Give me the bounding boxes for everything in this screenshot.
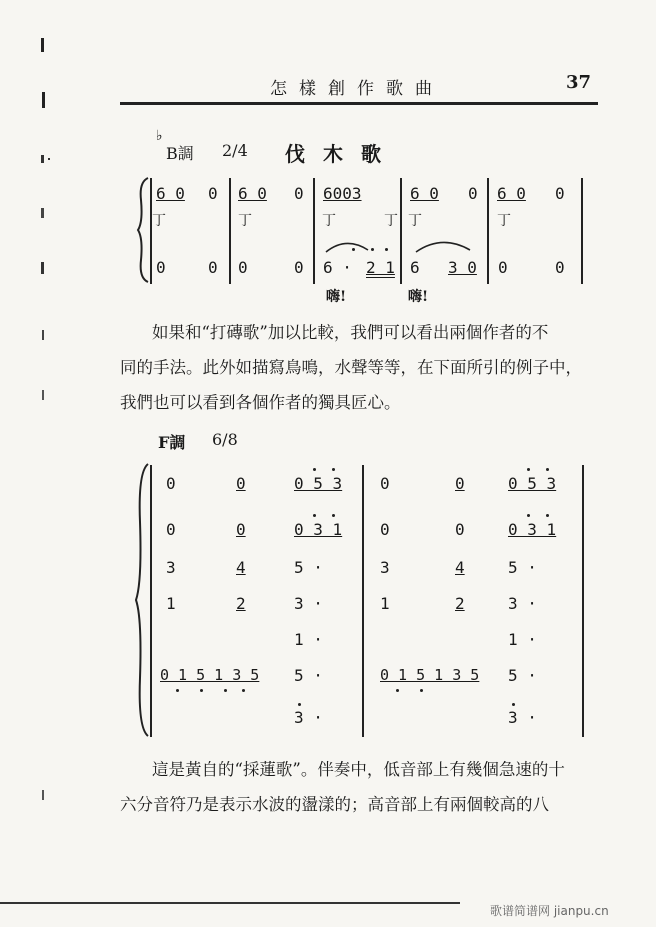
octave-dot (546, 468, 549, 471)
note-cell: 0 (468, 184, 478, 203)
octave-dot (546, 514, 549, 517)
sub-mark: 丁 (384, 213, 398, 229)
octave-dot (332, 468, 335, 471)
note-cell: 2 1 (366, 258, 395, 277)
score-brace (136, 176, 150, 284)
note-cell: 6 · (323, 258, 352, 277)
barline (150, 178, 152, 284)
note-cell: 3 · (294, 594, 323, 613)
octave-dot (313, 468, 316, 471)
song2-time: 6/8 (212, 430, 238, 449)
note-cell: 3 (166, 558, 176, 577)
octave-dot (396, 689, 399, 692)
lyric: 嗨! (408, 289, 429, 305)
octave-dot (420, 689, 423, 692)
octave-dot (527, 514, 530, 517)
note-cell: 0 (455, 520, 465, 539)
running-header: 怎樣創作歌曲 (270, 79, 444, 99)
barline (582, 465, 584, 737)
note-cell: 5 · (294, 666, 323, 685)
note-cell: 0 (498, 258, 508, 277)
note-cell: 3 (380, 558, 390, 577)
octave-dot (224, 689, 227, 692)
note-cell: 0 5 3 (508, 474, 557, 493)
note-cell: 3 · (294, 708, 323, 727)
note-cell: 0 (236, 474, 246, 493)
note-cell: 6 0 (410, 184, 439, 203)
note-cell: 1 (166, 594, 176, 613)
octave-dot (176, 689, 179, 692)
song2-key: F調 (158, 433, 186, 452)
note-cell: 0 (236, 520, 246, 539)
note-cell: 0 (380, 520, 390, 539)
octave-dot (512, 703, 515, 706)
note-cell: 0 3 1 (508, 520, 557, 539)
note-cell: 3 0 (448, 258, 477, 277)
song1-key: B調 (166, 144, 194, 163)
note-cell: 3 · (508, 594, 537, 613)
note-cell: 2 (236, 594, 246, 613)
note-cell: 1 · (294, 630, 323, 649)
body-paragraph-2 (120, 752, 610, 822)
note-cell: 0 (294, 184, 304, 203)
note-cell: 0 (380, 474, 390, 493)
header-rule (120, 102, 598, 105)
note-cell: 0 (156, 258, 166, 277)
footer-rule (0, 902, 460, 904)
watermark: 歌谱简谱网 jianpu.cn (490, 904, 609, 918)
note-cell: 4 (455, 558, 465, 577)
text-line: 同的手法。此外如描寫鳥鳴，水聲等等，在下面所引的例子中， (120, 358, 582, 377)
flat-sign: ♭ (156, 128, 163, 144)
song1-time: 2/4 (222, 141, 248, 160)
note-cell: 1 · (508, 630, 537, 649)
octave-dot (371, 248, 374, 251)
note-cell: 1 (380, 594, 390, 613)
note-cell: 5 · (294, 558, 323, 577)
note-cell: 3 · (508, 708, 537, 727)
octave-dot (527, 468, 530, 471)
lyric: 嗨! (326, 289, 347, 305)
barline (229, 178, 231, 284)
note-cell: 0 (166, 474, 176, 493)
octave-dot (352, 248, 355, 251)
note-cell: 5 · (508, 558, 537, 577)
sub-mark: 丁 (497, 213, 511, 229)
note-cell: 6 0 (497, 184, 526, 203)
note-cell: 6 (410, 258, 420, 277)
note-cell: 0 5 3 (294, 474, 343, 493)
note-cell: 0 1 5 1 3 5 (380, 666, 480, 684)
note-cell: 0 (555, 184, 565, 203)
barline (150, 465, 152, 737)
note-cell: 0 (166, 520, 176, 539)
text-line: 如果和“打磚歌”加以比較，我們可以看出兩個作者的不 (152, 323, 549, 342)
score-brace (134, 462, 150, 738)
note-cell: 0 (555, 258, 565, 277)
song1-title: 伐木歌 (285, 142, 399, 166)
octave-dot (200, 689, 203, 692)
sub-mark: 丁 (152, 213, 166, 229)
note-cell: 0 (294, 258, 304, 277)
text-line: 我們也可以看到各個作者的獨具匠心。 (120, 393, 401, 412)
barline (313, 178, 315, 284)
note-cell: 0 (238, 258, 248, 277)
barline (362, 465, 364, 737)
text-line: 六分音符乃是表示水波的盪漾的；高音部上有兩個較高的八 (120, 795, 549, 814)
note-cell: 6003 (323, 184, 362, 203)
slur-marks (322, 234, 582, 256)
note-cell: 0 (455, 474, 465, 493)
octave-dot (385, 248, 388, 251)
binding-marks (38, 30, 52, 870)
text-line: 這是黃自的“採蓮歌”。伴奏中，低音部上有幾個急速的十 (152, 760, 565, 779)
sub-mark: 丁 (408, 213, 422, 229)
barline (400, 178, 402, 284)
octave-dot (298, 703, 301, 706)
sub-mark: 丁 (238, 213, 252, 229)
note-cell: 2 (455, 594, 465, 613)
note-cell: 0 (208, 184, 218, 203)
note-cell: 4 (236, 558, 246, 577)
note-cell: 6 0 (156, 184, 185, 203)
barline (581, 178, 583, 284)
body-paragraph-1 (120, 315, 610, 420)
note-cell: 0 (208, 258, 218, 277)
octave-dot (332, 514, 335, 517)
barline (487, 178, 489, 284)
note-cell: 6 0 (238, 184, 267, 203)
octave-dot (242, 689, 245, 692)
note-cell: 5 · (508, 666, 537, 685)
note-cell: 0 1 5 1 3 5 (160, 666, 260, 684)
page-number: 37 (566, 72, 592, 93)
octave-dot (313, 514, 316, 517)
note-cell: 0 3 1 (294, 520, 343, 539)
sub-mark: 丁 (322, 213, 336, 229)
